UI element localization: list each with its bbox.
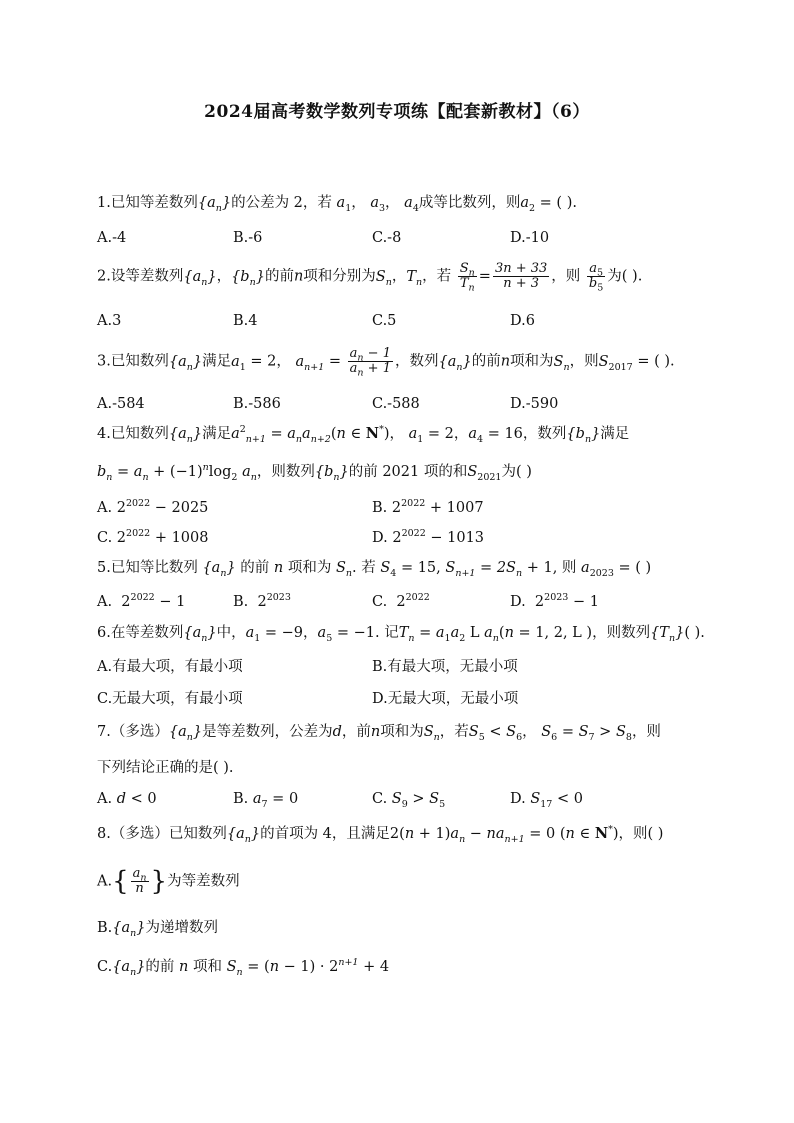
q5-option-a[interactable]: A. $2^{2022} - 1$ — [97, 592, 186, 610]
q4-option-c[interactable]: C. $2^{2022} + 1008$ — [97, 528, 209, 546]
question-8: 8.（多选）已知数列$\{a_n\}$的首项为 4，且满足$2(n + 1)a_n - na_{n+1} = 0$ (n ∈ N*)，则( ) — [97, 824, 664, 845]
q5-option-b[interactable]: B. $2^{2023}$ — [233, 592, 291, 610]
q1-option-b[interactable]: B.-6 — [233, 230, 263, 246]
q3-option-a[interactable]: A.-584 — [97, 396, 145, 412]
q4-option-d[interactable]: D. $2^{2022} - 1013$ — [372, 528, 485, 546]
q2-option-c[interactable]: C.5 — [372, 313, 397, 329]
q6-option-d[interactable]: D.无最大项，无最小项 — [372, 691, 519, 707]
question-3: 3.已知数列$\{a_n\}$满足$a_1 = 2$， $a_{n+1}$ = $\frac{a_n - 1}{a_n + 1}$ ，数列$\{a_n\}$的前n项和为$S_n$，则$S_{2017}$ = ( ). — [97, 346, 675, 379]
q2-option-a[interactable]: A.3 — [97, 313, 122, 329]
question-7-line-1: 7.（多选）$\{a_n\}$是等差数列，公差为d，前n项和为$S_n$，若$S_5 < S_6$， $S_6 = S_7 > S_8$，则 — [97, 724, 661, 743]
q4-option-b[interactable]: B. $2^{2022} + 1007$ — [372, 498, 484, 516]
q5-option-c[interactable]: C. $2^{2022}$ — [372, 592, 430, 610]
q3-option-c[interactable]: C.-588 — [372, 396, 420, 412]
page-title: 2024届高考数学数列专项练【配套新教材】（6） — [204, 102, 590, 122]
q6-option-c[interactable]: C.无最大项，有最小项 — [97, 691, 243, 707]
q3-option-d[interactable]: D.-590 — [510, 396, 559, 412]
question-5: 5.已知等比数列 $\{a_n\}$ 的前 n 项和为 $S_n$. 若 $S_4 = 15$, $S_{n+1} = 2S_n + 1$, 则 $a_{2023}$ = ( ) — [97, 560, 652, 579]
q7-option-a[interactable]: A. d < 0 — [97, 791, 157, 807]
q7-option-b[interactable]: B. $a_7 = 0$ — [233, 791, 299, 810]
q8-option-b[interactable]: $B.\{a_n\}$为递增数列 — [97, 920, 218, 939]
q8-option-c[interactable]: $C.\{a_n\}$的前 n 项和 $S_n = (n - 1) \cdot 2^{n+1} + 4$ — [97, 957, 390, 978]
q6-option-b[interactable]: B.有最大项，无最小项 — [372, 659, 518, 675]
question-6: 6.在等差数列$\{a_n\}$中，$a_1 = -9$，$a_5 = -1$. 记$T_n = a_1a_2$ L $a_n(n = 1$, 2, L )，则数列$\{T_n\}$( ). — [97, 625, 705, 644]
question-4-line-2: $b_n = a_n + (-1)^n\log_2$ $a_n$，则数列$\{b_n\}$的前 2021 项的和$S_{2021}$为( ) — [97, 462, 532, 483]
q7-option-d[interactable]: D. $S_{17} < 0$ — [510, 791, 583, 810]
q6-option-a[interactable]: A.有最大项，有最小项 — [97, 659, 243, 675]
q2-option-d[interactable]: D.6 — [510, 313, 535, 329]
q1-option-c[interactable]: C.-8 — [372, 230, 402, 246]
q7-option-c[interactable]: C. $S_9 > S_5$ — [372, 791, 446, 810]
question-2: 2.设等差数列$\{a_n\}$，$\{b_n\}$的前n项和分别为$S_n$，$T_n$，若 $\frac{S_n}{T_n}$ = $\frac{3n + 33}{n + 3}$ ，则 $\frac{a_5}{b_5}$ 为( ). — [97, 261, 643, 294]
q3-option-b[interactable]: B.-586 — [233, 396, 281, 412]
q1-option-a[interactable]: A.-4 — [97, 230, 127, 246]
question-1: 1.已知等差数列$\{a_n\}$的公差为 2，若 $a_1$， $a_3$， $a_4$成等比数列，则$a_2$ = ( ). — [97, 195, 577, 214]
q2-option-b[interactable]: B.4 — [233, 313, 258, 329]
q4-option-a[interactable]: A. $2^{2022} - 2025$ — [97, 498, 209, 516]
question-7-line-2: 下列结论正确的是( ). — [97, 760, 234, 776]
q8-option-a[interactable]: A.{ $\frac{a_n}{n}$ }为等差数列 — [97, 866, 240, 897]
q5-option-d[interactable]: D. $2^{2023} - 1$ — [510, 592, 599, 610]
question-4-line-1: 4.已知数列$\{a_n\}$满足$a^2_{n+1} = a_na_{n+2}(n$ ∈ N*)， $a_1 = 2$，$a_4 = 16$，数列$\{b_n\}$满足 — [97, 424, 630, 445]
q1-option-d[interactable]: D.-10 — [510, 230, 550, 246]
